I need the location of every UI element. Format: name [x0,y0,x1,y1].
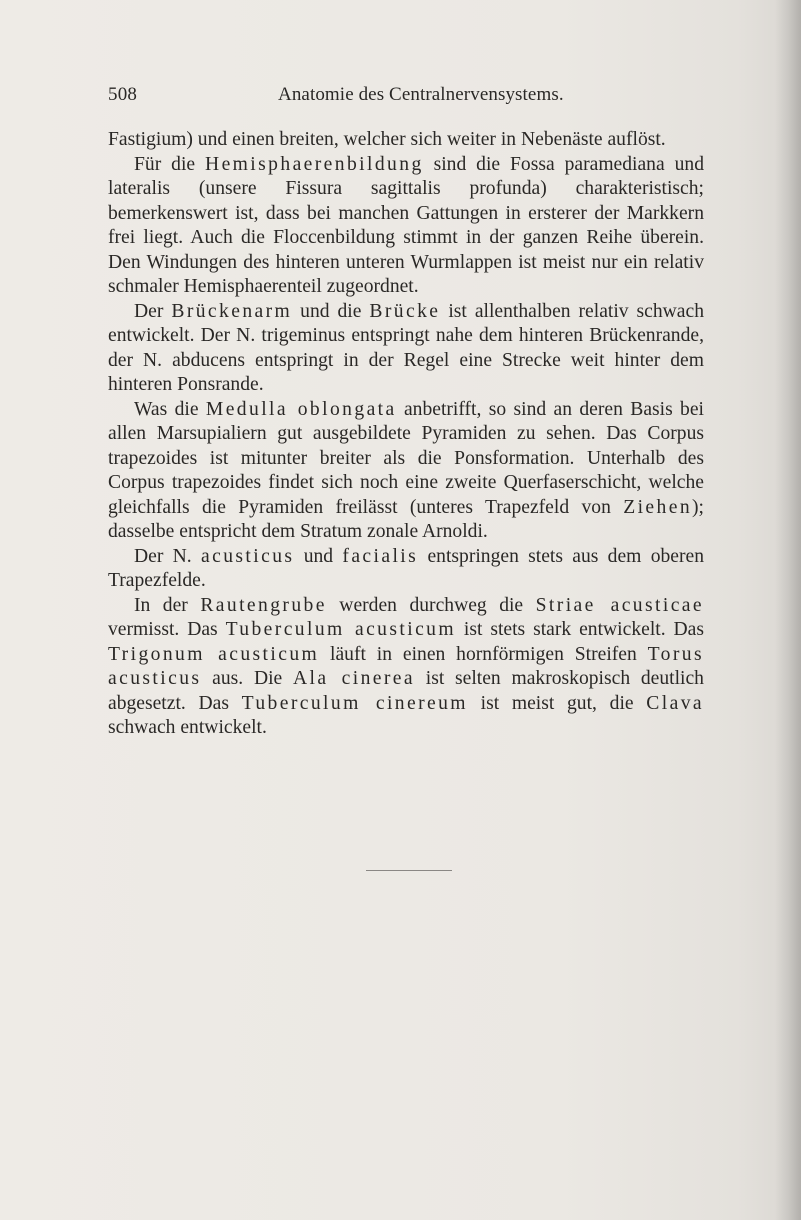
emphasized-term: Striae acusticae [535,594,705,616]
emphasized-term: Trigonum acusticum [108,643,320,665]
paragraph-text: ist stets stark entwickelt. Das [456,619,704,640]
emphasized-term: acusticus [201,545,295,567]
emphasized-term: Brücke [369,300,441,322]
paragraph-text: vermisst. Das [108,619,226,640]
emphasized-term: Tuberculum cinereum [241,692,468,714]
page-header [108,84,704,108]
paragraph-text: ist selten makroskopisch deutlich abgesetzt. Das [108,668,704,714]
emphasized-term: Brückenarm [171,300,293,322]
paragraph [108,398,704,545]
page-edge-shadow [775,0,801,1220]
paragraph [108,545,704,594]
paragraph-text: ist meist gut, die [467,692,647,714]
section-end-rule [366,870,452,871]
paragraph-text: In der [134,594,201,616]
paragraph-text: Für die [134,153,206,175]
paragraph [108,300,704,398]
paragraph-text: ); dasselbe entspricht dem Stratum zonale Arnoldi. [108,496,704,542]
page-number: 508 [108,84,138,105]
running-title: Anatomie des Centralnervensystems. [278,84,564,105]
emphasized-term: Hemisphaerenbildung [205,153,424,175]
emphasized-term: Clava [646,692,704,714]
emphasized-term: Torus acusticus [108,643,704,689]
paragraph-text: Was die [134,398,206,420]
paragraph-text: werden durchweg die [326,594,536,616]
emphasized-term: Ala cinerea [293,668,415,689]
emphasized-term: facialis [342,545,419,567]
paragraph-text: entspringen stets aus dem oberen Trapezfelde. [108,545,705,591]
emphasized-term: Medulla oblongata [205,398,397,420]
paragraph-text: ist allenthalben relativ schwach entwickelt. Der N. trigeminus entspringt nahe dem hinteren Brückenrande, der N. abducens entspringt in der Regel eine Strecke weit hinter dem hinteren Ponsrande. [108,300,704,395]
emphasized-term: Rautengrube [200,594,327,616]
emphasized-term: Tuberculum acusticum [225,619,457,640]
paragraph-text: Fastigium) und einen breiten, welcher sich weiter in Nebenäste auflöst. [108,129,666,150]
paragraph-text: Der [134,300,172,322]
emphasized-term: Ziehen [623,496,693,518]
body-text [108,128,704,741]
paragraph-text: sind die Fossa paramediana und lateralis (unsere Fissura sagittalis profunda) charakteristisch; bemerkenswert ist, dass bei manchen Gattungen in ersterer der Markkern frei liegt. Auch die Floccenbildung stimmt in der ganzen Reihe überein. Den Windungen des hinteren unteren Wurmlappen ist meist nur ein relativ schmaler Hemisphaerenteil zugeordnet. [108,153,704,297]
paragraph-text: und die [292,300,370,322]
paragraph [108,153,704,300]
paragraph [108,128,704,153]
paragraph-text: Der N. [134,545,201,567]
paragraph-text: anbetrifft, so sind an deren Basis bei allen Marsupialiern gut ausgebildete Pyramiden zu sehen. Das Corpus trapezoides ist mitunter breiter als die Ponsformation. Unterhalb des Corpus trapezoides findet sich noch eine zweite Querfaserschicht, welche gleichfalls die Pyramiden freilässt (unteres Trapezfeld von [108,398,704,518]
paragraph-text: aus. Die [201,668,293,689]
paragraph-text: schwach entwickelt. [108,717,267,738]
paragraph [108,594,704,741]
paragraph-text: und [294,545,343,567]
paragraph-text: läuft in einen hornförmigen Streifen [319,643,648,665]
